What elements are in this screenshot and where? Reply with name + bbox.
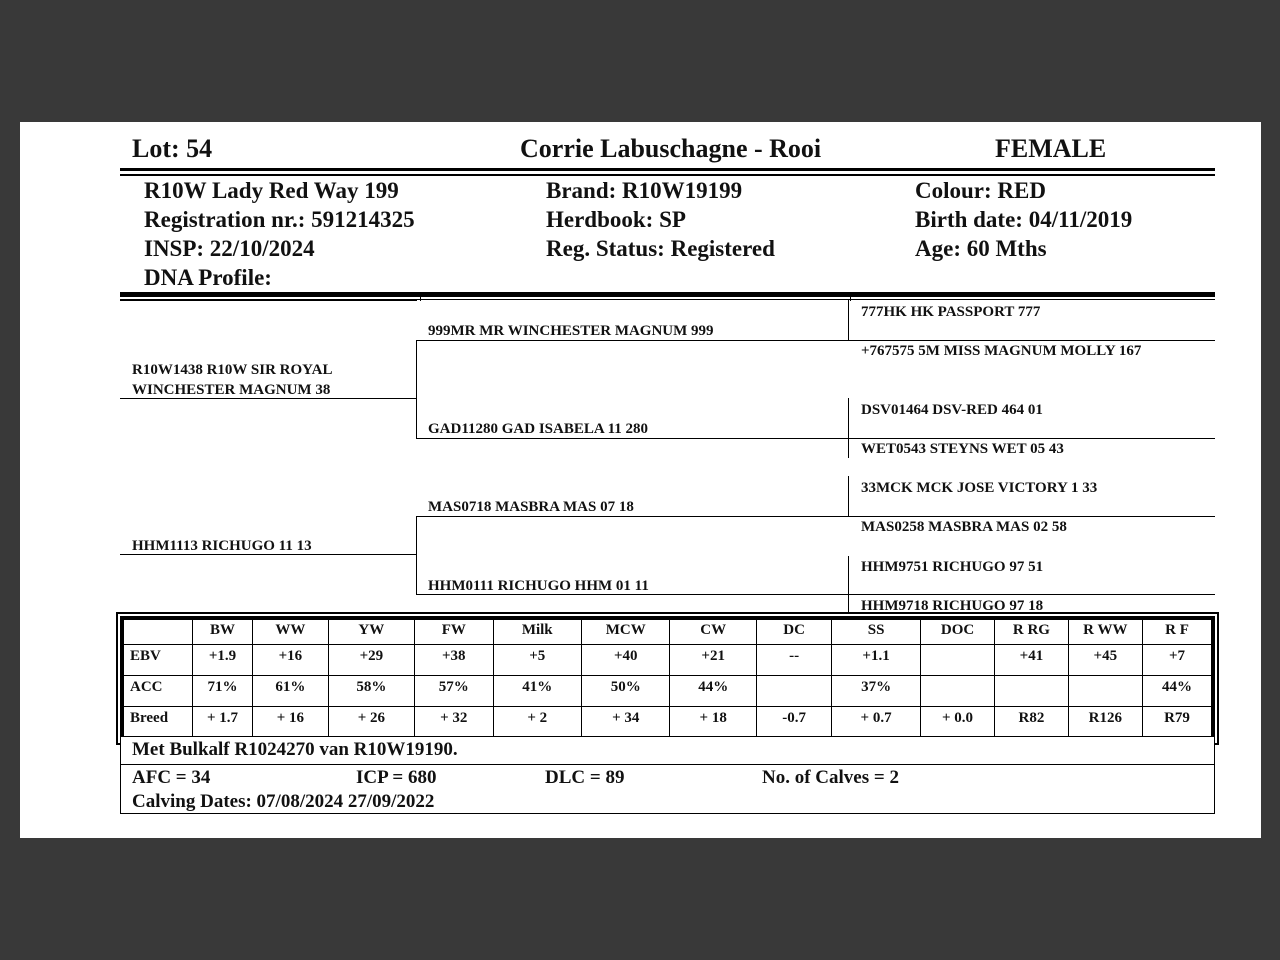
ebv-cell: DOC [920,618,994,645]
ebv-cell: YW [328,618,414,645]
ebv-cell: +1.9 [192,645,252,676]
ebv-cell: + 0.7 [832,707,920,740]
ebv-cell: 57% [415,676,493,707]
dna-profile: DNA Profile: [144,265,272,290]
pedigree-dam: HHM1113 RICHUGO 11 13 [132,538,312,554]
number-of-calves: No. of Calves = 2 [762,767,899,788]
ebv-cell: Milk [493,618,581,645]
ebv-cell: R WW [1068,618,1142,645]
ebv-cell: CW [670,618,756,645]
ebv-row [122,707,1213,740]
ebv-cell: +16 [253,645,328,676]
ebv-cell: + 32 [415,707,493,740]
lot-number: Lot: 54 [132,134,213,163]
pedigree-gg: +767575 5M MISS MAGNUM MOLLY 167 [861,343,1142,359]
ebv-cell: 44% [670,676,756,707]
calf-note: Met Bulkalf R1024270 van R10W19190. [132,739,458,760]
ebv-cell: MCW [581,618,669,645]
ebv-table [120,616,1215,741]
icp: ICP = 680 [356,767,437,788]
info-rule-tick-right [850,297,851,301]
ebv-cell [756,676,831,707]
ebv-cell: 61% [253,676,328,707]
ebv-cell: DC [756,618,831,645]
ebv-cell: WW [253,618,328,645]
age: Age: 60 Mths [915,236,1047,261]
pedigree-dam-dam: HHM0111 RICHUGO HHM 01 11 [428,578,649,594]
ebv-cell: + 0.0 [920,707,994,740]
ebv-cell: -- [756,645,831,676]
colour: Colour: RED [915,178,1046,203]
ebv-cell: +40 [581,645,669,676]
pedigree-gg: WET0543 STEYNS WET 05 43 [861,441,1064,457]
pedigree-sire: R10W1438 R10W SIR ROYAL WINCHESTER MAGNUM 38 [132,362,333,398]
ebv-cell: +21 [670,645,756,676]
birth-date: Birth date: 04/11/2019 [915,207,1133,232]
pedigree-gg: MAS0258 MASBRA MAS 02 58 [861,519,1067,535]
ebv-cell [920,645,994,676]
herdbook: Herdbook: SP [546,207,686,232]
registration-number: Registration nr.: 591214325 [144,207,415,232]
ebv-cell: FW [415,618,493,645]
ebv-cell: R RG [995,618,1068,645]
ebv-cell: 44% [1143,676,1213,707]
ebv-cell [995,676,1068,707]
pedigree-gg: 777HK HK PASSPORT 777 [861,304,1041,320]
ebv-cell: + 2 [493,707,581,740]
ebv-cell: 37% [832,676,920,707]
header-rule-thin [120,174,1215,176]
brand: Brand: R10W19199 [546,178,743,203]
ebv-cell: +1.1 [832,645,920,676]
ebv-row [122,645,1213,676]
ebv-cell: 71% [192,676,252,707]
calf-note-box [120,736,1215,766]
animal-name: R10W Lady Red Way 199 [144,178,399,203]
ebv-cell: 41% [493,676,581,707]
ebv-cell: +41 [995,645,1068,676]
ebv-cell: + 18 [670,707,756,740]
ebv-cell: BW [192,618,252,645]
ebv-row-label: EBV [122,645,192,676]
ebv-cell: R F [1143,618,1213,645]
pedigree-gg: HHM9751 RICHUGO 97 51 [861,559,1044,575]
ebv-cell: +7 [1143,645,1213,676]
ebv-cell: R79 [1143,707,1213,740]
calving-stats-box [120,764,1215,814]
sex: FEMALE [995,134,1107,163]
pedigree-sire-dam: GAD11280 GAD ISABELA 11 280 [428,421,649,437]
ebv-cell: +38 [415,645,493,676]
ebv-cell: + 26 [328,707,414,740]
ebv-cell: R126 [1068,707,1142,740]
ebv-cell: +5 [493,645,581,676]
pedigree-sire-sire: 999MR MR WINCHESTER MAGNUM 999 [428,323,714,339]
ebv-row [122,676,1213,707]
lot-card [20,122,1261,838]
ebv-row-label: Breed [122,707,192,740]
ebv-cell: R82 [995,707,1068,740]
ebv-cell: -0.7 [756,707,831,740]
ebv-cell: +45 [1068,645,1142,676]
ebv-cell: + 16 [253,707,328,740]
pedigree-gg: HHM9718 RICHUGO 97 18 [861,598,1044,614]
ebv-cell: 58% [328,676,414,707]
ebv-cell: 50% [581,676,669,707]
pedigree-gg: 33MCK MCK JOSE VICTORY 1 33 [861,480,1098,496]
ebv-cell: SS [832,618,920,645]
ebv-cell: + 34 [581,707,669,740]
ebv-cell: +29 [328,645,414,676]
ebv-row-label [122,618,192,645]
breeder-name: Corrie Labuschagne - Rooi [520,134,822,163]
dlc: DLC = 89 [545,767,625,788]
afc: AFC = 34 [132,767,211,788]
info-rule-tick-left [420,297,421,301]
ebv-cell: + 1.7 [192,707,252,740]
reg-status: Reg. Status: Registered [546,236,775,261]
ebv-row-label: ACC [122,676,192,707]
calving-dates: Calving Dates: 07/08/2024 27/09/2022 [132,791,435,812]
ebv-header-row [122,618,1213,645]
info-rule-thick [120,292,1215,297]
ebv-cell [1068,676,1142,707]
header-rule-thick [120,168,1215,171]
pedigree-dam-sire: MAS0718 MASBRA MAS 07 18 [428,499,634,515]
insp-date: INSP: 22/10/2024 [144,236,315,261]
ebv-cell [920,676,994,707]
pedigree-gg: DSV01464 DSV-RED 464 01 [861,402,1043,418]
